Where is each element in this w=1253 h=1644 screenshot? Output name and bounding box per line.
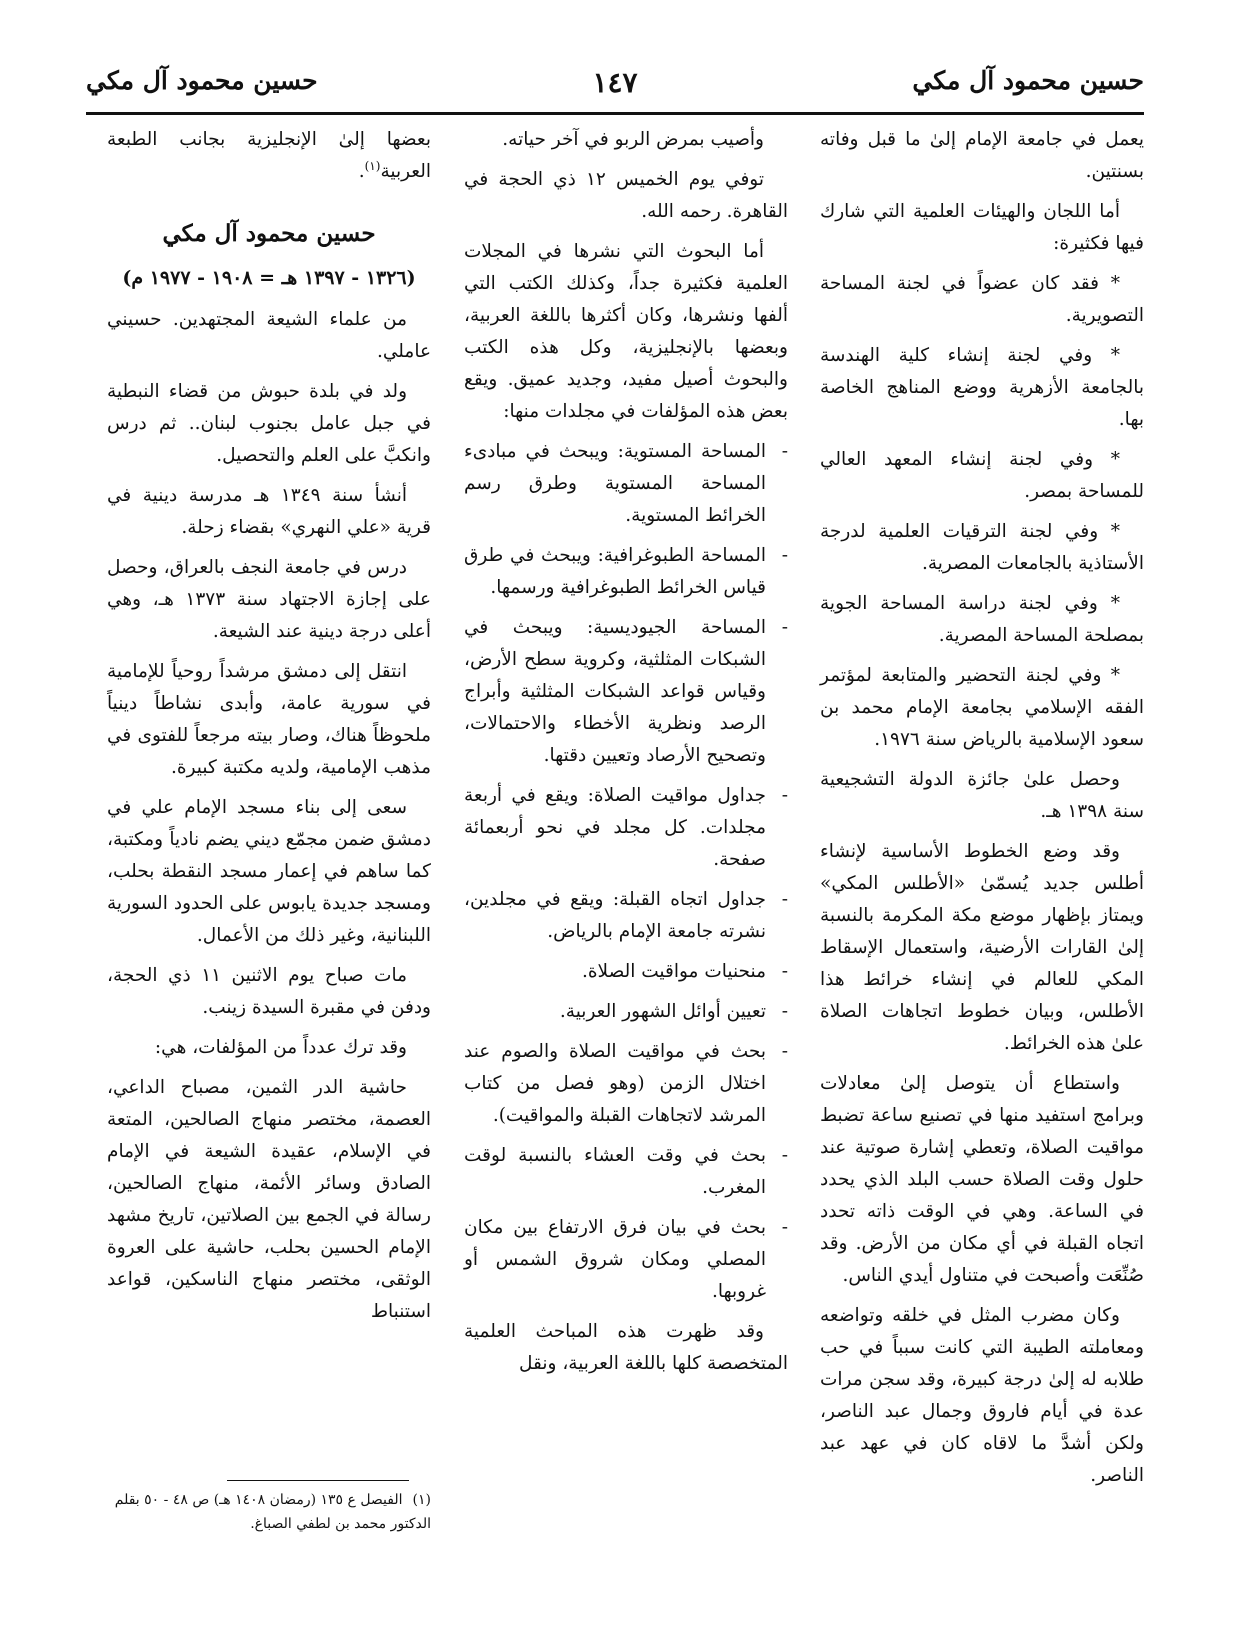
list-item: - المساحة المستوية: ويبحث في مبادىء المساحة المستوية وطرق رسم الخرائط المستوية. (464, 436, 788, 532)
header-title-right: حسين محمود آل مكي (912, 66, 1144, 95)
paragraph: أنشأ سنة ١٣٤٩ هـ مدرسة دينية في قرية «علي النهري» بقضاء زحلة. (107, 485, 431, 538)
paragraph: حاشية الدر الثمين، مصباح الداعي، العصمة، مختصر منهاج الصالحين، المتعة في الإسلام، عقيدة الشيعة في الإمام الصادق وسائر الأئمة، منهاج الصالحين، رسالة في الجمع بين الصلاتين، تاريخ مشهد الإمام الحسين بحلب، حاشية على العروة الوثقى، مختصر منهاج الناسكين، قواعد استنباط (107, 1077, 431, 1322)
running-header (86, 66, 1144, 110)
list-item: - تعيين أوائل الشهور العربية. (464, 996, 788, 1028)
column-middle (464, 124, 788, 1388)
committee-item: * وفي لجنة التحضير والمتابعة لمؤتمر الفقه الإسلامي بجامعة الإمام محمد بن سعود الإسلامية بالرياض سنة ١٩٧٦. (820, 665, 1144, 750)
list-item: - المساحة الجيوديسية: ويبحث في الشبكات المثلثية، وكروية سطح الأرض، وقياس قواعد الشبكات المثلثية وأبراج الرصد ونظرية الأخطاء والاحتمالات، وتصحيح الأرصاد وتعيين دقتها. (464, 612, 788, 772)
list-item: - منحنيات مواقيت الصلاة. (464, 956, 788, 988)
header-title-left: حسين محمود آل مكي (86, 66, 318, 95)
paragraph: مات صباح يوم الاثنين ١١ ذي الحجة، ودفن في مقبرة السيدة زينب. (107, 965, 431, 1018)
footnote-number: (١) (412, 1492, 431, 1508)
footnote-reference: (١) (364, 158, 381, 173)
list-item: - بحث في بيان فرق الارتفاع بين مكان المصلي ومكان شروق الشمس أو غروبها. (464, 1212, 788, 1308)
paragraph: يعمل في جامعة الإمام إلىٰ ما قبل وفاته بسنتين. (820, 129, 1144, 182)
paragraph: من علماء الشيعة المجتهدين. حسيني عاملي. (107, 309, 431, 362)
paragraph: وقد وضع الخطوط الأساسية لإنشاء أطلس جديد يُسمّىٰ «الأطلس المكي» ويمتاز بإظهار موضع مكة المكرمة بالنسبة إلىٰ القارات الأرضية، واستعمال الإسقاط المكي للعالم في إنشاء خرائط هذا الأطلس، وبيان خطوط اتجاهات الصلاة علىٰ هذه الخرائط. (820, 841, 1144, 1054)
committee-item: * وفي لجنة إنشاء كلية الهندسة بالجامعة الأزهرية ووضع المناهج الخاصة بها. (820, 345, 1144, 430)
footnote-divider (227, 1480, 409, 1481)
paragraph: أما اللجان والهيئات العلمية التي شارك فيها فكثيرة: (820, 201, 1144, 254)
paragraph: انتقل إلى دمشق مرشداً روحياً للإمامية في سورية عامة، وأبدى نشاطاً دينياً ملحوظاً هناك، وصار بيته مرجعاً للفتوى في مذهب الإمامية، ولديه مكتبة كبيرة. (107, 661, 431, 778)
list-item: - المساحة الطبوغرافية: ويبحث في طرق قياس الخرائط الطبوغرافية ورسمها. (464, 540, 788, 604)
list-item: - جداول اتجاه القبلة: ويقع في مجلدين، نشرته جامعة الإمام بالرياض. (464, 884, 788, 948)
committee-item: * فقد كان عضواً في لجنة المساحة التصويرية. (820, 273, 1144, 326)
paragraph-end: . (358, 161, 365, 182)
list-item: - جداول مواقيت الصلاة: ويقع في أربعة مجلدات. كل مجلد في نحو أربعمائة صفحة. (464, 780, 788, 876)
footnote (107, 1488, 431, 1536)
paragraph: توفي يوم الخميس ١٢ ذي الحجة في القاهرة. رحمه الله. (464, 169, 788, 222)
paragraph: وكان مضرب المثل في خلقه وتواضعه ومعاملته الطيبة التي كانت سبباً في حب طلابه له إلىٰ درجة كبيرة، وقد سجن مرات عدة في أيام فاروق وجمال عبد الناصر، ولكن أشدَّ ما لاقاه كان في عهد عبد الناصر. (820, 1305, 1144, 1486)
paragraph: درس في جامعة النجف بالعراق، وحصل على إجازة الاجتهاد سنة ١٣٧٣ هـ، وهي أعلى درجة دينية عند الشيعة. (107, 557, 431, 642)
committee-item: * وفي لجنة دراسة المساحة الجوية بمصلحة المساحة المصرية. (820, 593, 1144, 646)
paragraph: وأصيب بمرض الربو في آخر حياته. (502, 129, 764, 150)
works-list (464, 436, 788, 1308)
column-left (107, 124, 431, 1336)
paragraph: ولد في بلدة حبوش من قضاء النبطية في جبل عامل بجنوب لبنان.. ثم درس وانكبَّ على العلم والتحصيل. (107, 381, 431, 466)
paragraph: وقد ترك عدداً من المؤلفات، هي: (154, 1037, 407, 1058)
column-right (820, 124, 1144, 1500)
header-divider (86, 112, 1144, 115)
paragraph-text: بعضها إلىٰ الإنجليزية بجانب الطبعة العربية (107, 129, 431, 182)
paragraph: سعى إلى بناء مسجد الإمام علي في دمشق ضمن مجمّع ديني يضم نادياً ومكتبة، كما ساهم في إعمار مسجد النقطة بحلب، ومسجد جديدة يابوس على الحدود السورية اللبنانية، وغير ذلك من الأعمال. (107, 797, 431, 946)
paragraph-continued (107, 124, 431, 188)
committee-item: * وفي لجنة الترقيات العلمية لدرجة الأستاذية بالجامعات المصرية. (820, 521, 1144, 574)
paragraph: وحصل علىٰ جائزة الدولة التشجيعية سنة ١٣٩٨ هـ. (820, 769, 1144, 822)
paragraph: وقد ظهرت هذه المباحث العلمية المتخصصة كلها باللغة العربية، ونقل (464, 1321, 788, 1374)
paragraph: أما البحوث التي نشرها في المجلات العلمية فكثيرة جداً، وكذلك الكتب التي ألفها ونشرها، وكان أكثرها باللغة العربية، وبعضها بالإنجليزية، وكل هذه الكتب والبحوث أصيل مفيد، وجديد عميق. ويقع بعض هذه المؤلفات في مجلدات منها: (464, 241, 788, 422)
list-item: - بحث في مواقيت الصلاة والصوم عند اختلال الزمن (وهو فصل من كتاب المرشد لاتجاهات القبلة والمواقيت). (464, 1036, 788, 1132)
footnote-text: الفيصل ع ١٣٥ (رمضان ١٤٠٨ هـ) ص ٤٨ - ٥٠ بقلم الدكتور محمد بن لطفي الصباغ. (114, 1492, 431, 1532)
committee-item: * وفي لجنة إنشاء المعهد العالي للمساحة بمصر. (820, 449, 1144, 502)
entry-title: حسين محمود آل مكي (162, 220, 376, 247)
page-number: ١٤٧ (592, 66, 638, 99)
entry-dates: (١٣٢٦ - ١٣٩٧ هـ = ١٩٠٨ - ١٩٧٧ م) (122, 267, 416, 289)
paragraph: واستطاع أن يتوصل إلىٰ معادلات وبرامج استفيد منها في تصنيع ساعة تضبط مواقيت الصلاة، وتعطي إشارة صوتية عند حلول وقت الصلاة حسب البلد الذي يحدد في الساعة. وهي في الوقت ذاته تحدد اتجاه القبلة في أي مكان من الأرض. وقد صُنِّعَت وأصبحت في متناول أيدي الناس. (820, 1073, 1144, 1286)
list-item: - بحث في وقت العشاء بالنسبة لوقت المغرب. (464, 1140, 788, 1204)
